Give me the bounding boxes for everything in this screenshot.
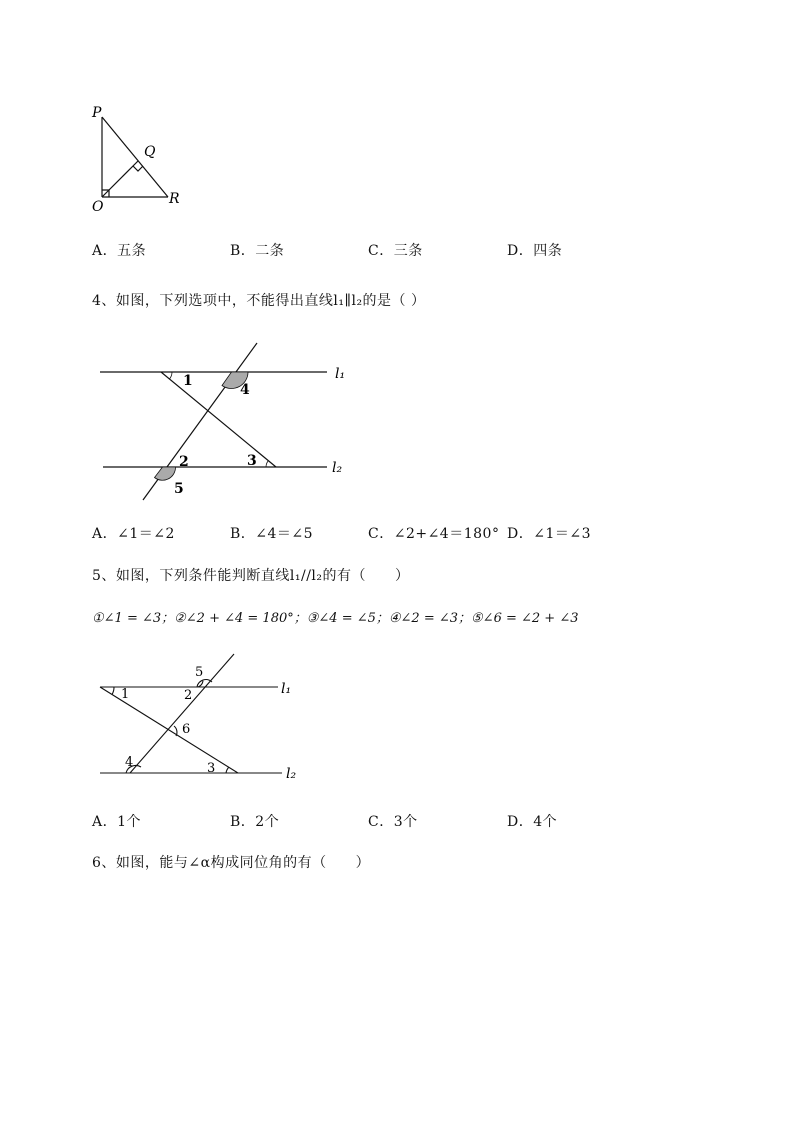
angle-1-arc bbox=[170, 372, 173, 379]
q4-option-d[interactable]: D．∠1＝∠3 bbox=[507, 526, 591, 542]
q4-option-b[interactable]: B．∠4＝∠5 bbox=[230, 526, 314, 542]
q4-text: 4、如图，下列选项中，不能得出直线l₁∥l₂的是（ ） bbox=[92, 293, 426, 309]
q5-label-l1: l₁ bbox=[281, 681, 292, 697]
q3-option-c[interactable]: C．三条 bbox=[368, 243, 423, 259]
label-q: Q bbox=[144, 144, 156, 160]
q3-option-d[interactable]: D．四条 bbox=[507, 243, 563, 259]
q3-option-a[interactable]: A．五条 bbox=[92, 243, 147, 259]
q5-option-c[interactable]: C．3个 bbox=[368, 814, 418, 830]
angle-3-arc bbox=[226, 767, 229, 773]
q4-figure bbox=[95, 335, 365, 505]
q5-label-l2: l₂ bbox=[286, 766, 297, 782]
transversal-1 bbox=[130, 654, 234, 773]
right-angle-mark-q bbox=[133, 166, 143, 171]
q5-text: 5、如图，下列条件能判断直线l₁//l₂的有（ ） bbox=[92, 568, 410, 584]
q5-option-d[interactable]: D．4个 bbox=[507, 814, 558, 830]
q5-option-a[interactable]: A．1个 bbox=[92, 814, 142, 830]
q5-label-3: 3 bbox=[207, 761, 216, 776]
q5-label-5: 5 bbox=[195, 665, 204, 680]
label-p: P bbox=[92, 105, 102, 121]
q5-label-1: 1 bbox=[121, 687, 130, 702]
q4-option-c[interactable]: C．∠2+∠4＝180° bbox=[368, 526, 500, 542]
q4-label-5: 5 bbox=[174, 481, 184, 497]
q3-option-b[interactable]: B．二条 bbox=[230, 243, 285, 259]
label-r: R bbox=[169, 191, 180, 207]
q4-label-1: 1 bbox=[183, 373, 193, 389]
q5-label-4: 4 bbox=[125, 755, 134, 770]
q5-conditions: ①∠1 = ∠3；②∠2 + ∠4 = 180°；③∠4 = ∠5；④∠2 = ∠3；⑤∠6 = ∠2 + ∠3 bbox=[92, 611, 579, 626]
q4-label-4: 4 bbox=[240, 382, 250, 398]
q6-text: 6、如图，能与∠α构成同位角的有（ ） bbox=[92, 855, 371, 871]
transversal-2 bbox=[161, 372, 276, 467]
q5-label-2: 2 bbox=[184, 688, 193, 703]
q5-label-6: 6 bbox=[182, 722, 191, 737]
segment-pr bbox=[102, 117, 168, 197]
q4-label-2: 2 bbox=[179, 454, 189, 470]
q5-figure bbox=[95, 650, 315, 785]
angle-5-shade bbox=[155, 467, 176, 480]
q5-option-b[interactable]: B．2个 bbox=[230, 814, 280, 830]
q4-option-a[interactable]: A．∠1＝∠2 bbox=[92, 526, 175, 542]
q4-label-l1: l₁ bbox=[335, 366, 346, 382]
q4-label-l2: l₂ bbox=[332, 460, 343, 476]
angle-1-arc bbox=[112, 687, 114, 695]
q4-label-3: 3 bbox=[247, 453, 257, 469]
angle-3-arc bbox=[266, 461, 269, 468]
triangle-figure bbox=[80, 95, 200, 220]
label-o: O bbox=[92, 199, 104, 215]
